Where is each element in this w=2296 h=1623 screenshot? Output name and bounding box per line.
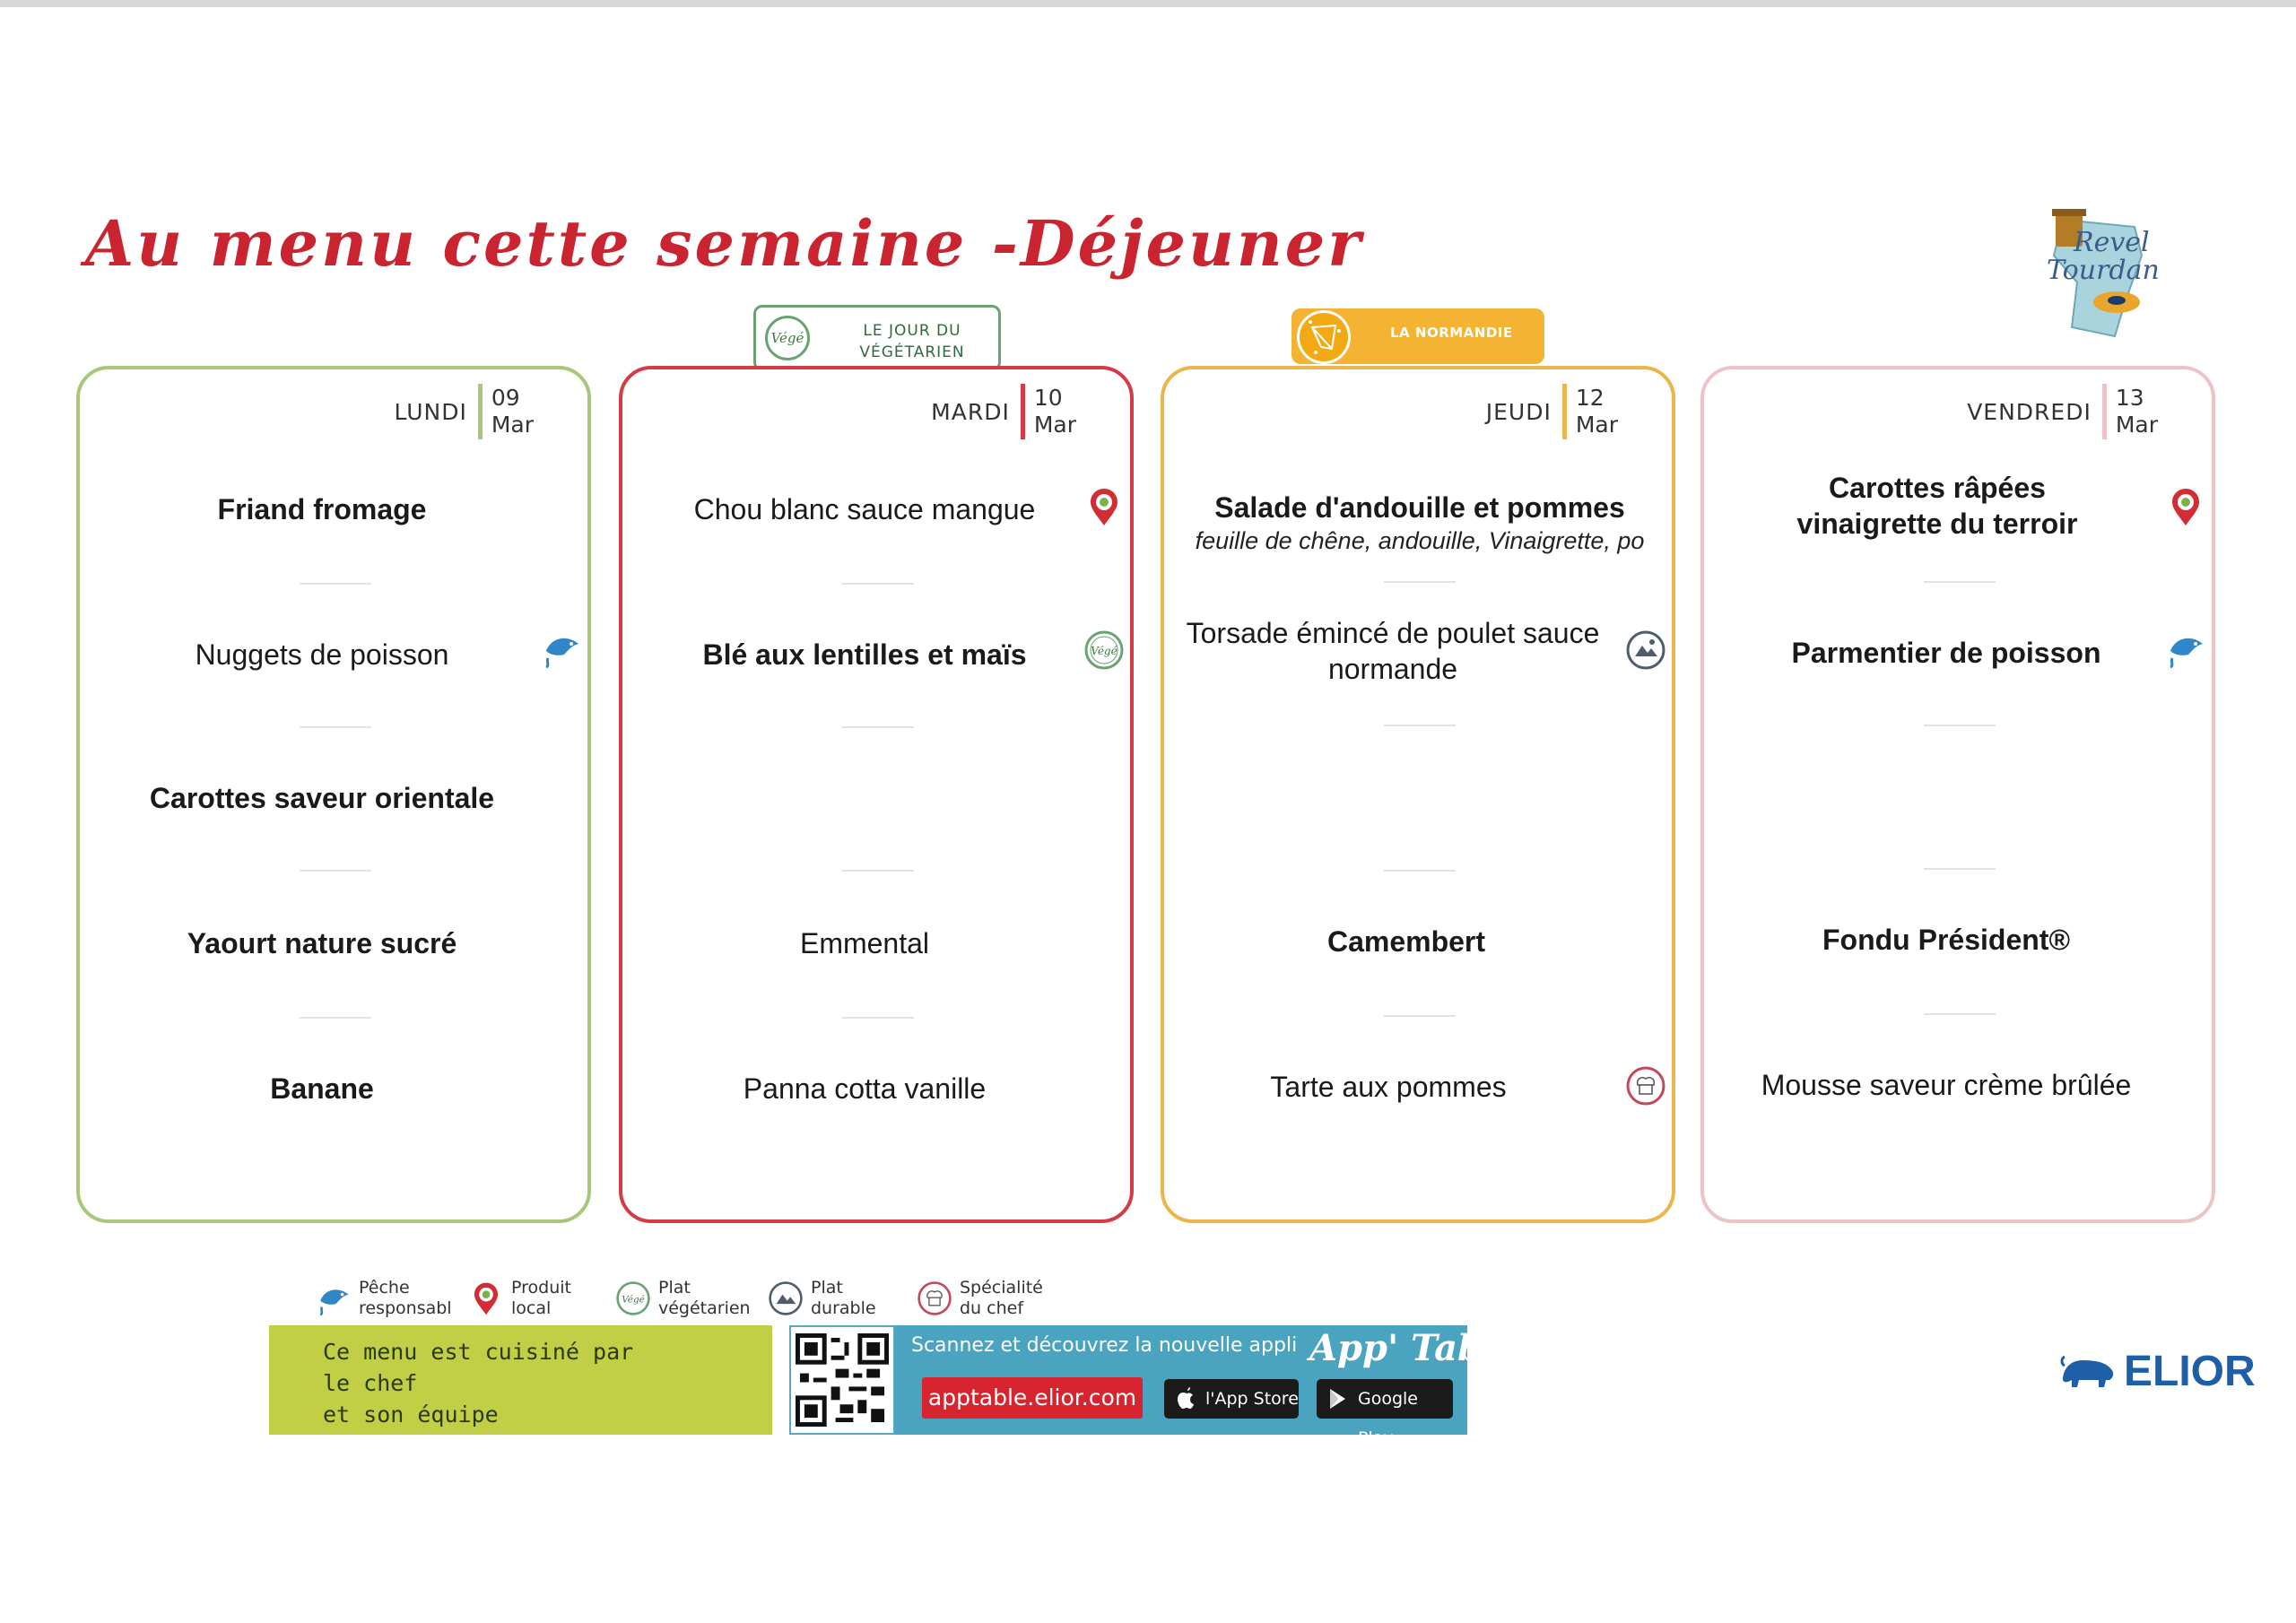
qr-code[interactable]: [789, 1325, 895, 1435]
local-product-icon: [468, 1280, 504, 1316]
date-separator: [478, 384, 483, 439]
chef-text: Ce menu est cuisiné par le chef et son équipe: [323, 1339, 634, 1428]
page-title: Au menu cette semaine -Déjeuner: [85, 206, 1364, 281]
menu-item-starter: Chou blanc sauce mangue: [693, 493, 1036, 525]
day-card-jeudi: [1161, 366, 1675, 1223]
day-card-vendredi: [1700, 366, 2215, 1223]
svg-text:Revel: Revel: [2074, 227, 2150, 258]
normandie-badge: LA NORMANDIE: [1292, 308, 1544, 364]
sustainable-dish-icon: [1625, 629, 1666, 671]
item-divider: [1924, 725, 1996, 726]
day-month: Mar: [2115, 412, 2158, 438]
google-play-button[interactable]: Google Play: [1317, 1379, 1453, 1419]
legend-vegetarian: Végé Plat végétarien: [615, 1273, 751, 1324]
item-divider: [1384, 581, 1456, 583]
bison-icon: [2059, 1353, 2117, 1391]
chef-banner: [269, 1325, 772, 1435]
day-header: [931, 384, 1076, 439]
app-name: App' Table: [1309, 1327, 1519, 1369]
day-name: MARDI: [931, 398, 1010, 425]
menu-item-starter: Carottes râpées vinaigrette du terroir: [1796, 472, 2078, 540]
date-separator: [2102, 384, 2107, 439]
menu-item-dairy: Fondu Président®: [1822, 924, 2071, 956]
qr-icon: [796, 1333, 889, 1427]
item-divider: [1384, 1015, 1456, 1017]
vege-badge-icon: Végé: [765, 316, 810, 360]
chef-special-icon: [1625, 1065, 1666, 1107]
day-number: 09: [491, 385, 520, 411]
menu-item-dairy: Yaourt nature sucré: [187, 927, 457, 959]
item-divider: [1384, 725, 1456, 726]
item-divider: [842, 870, 914, 872]
item-divider: [1924, 868, 1996, 870]
legend-sustainable: Plat durable: [768, 1273, 876, 1324]
menu-item-main: Blé aux lentilles et maïs: [702, 638, 1027, 671]
item-divider: [842, 726, 914, 728]
date-separator: [1562, 384, 1567, 439]
day-name: LUNDI: [394, 398, 467, 425]
svg-text:Tourdan: Tourdan: [2047, 255, 2160, 286]
svg-text:Végé: Végé: [1091, 645, 1118, 657]
revel-tourdan-logo: [2036, 202, 2161, 345]
fish-icon: [2165, 628, 2206, 669]
menu-item-main: Torsade émincé de poulet sauce normande: [1186, 617, 1600, 685]
day-month: Mar: [491, 412, 534, 438]
local-product-icon: [1083, 486, 1125, 527]
item-divider: [300, 870, 371, 872]
apple-icon: [1173, 1386, 1198, 1411]
day-number: 12: [1575, 385, 1605, 411]
legend-chef-special: Spécialité du chef: [917, 1273, 1043, 1324]
sustainable-dish-icon: [768, 1280, 804, 1316]
legend-local: Produit local: [468, 1273, 571, 1324]
day-header: [395, 384, 534, 439]
svg-text:Végé: Végé: [622, 1294, 645, 1306]
menu-item-dairy: Camembert: [1326, 925, 1486, 958]
menu-item-dairy: Emmental: [799, 927, 930, 959]
menu-item-main: Nuggets de poisson: [195, 638, 449, 671]
elior-logo: ELIOR: [2059, 1347, 2256, 1396]
vegetarian-day-badge: Végé LE JOUR DU VÉGÉTARIEN: [753, 305, 1001, 371]
day-name: JEUDI: [1485, 398, 1552, 425]
menu-item-ingredients: feuille de chêne, andouille, Vinaigrette, po: [1195, 527, 1645, 554]
day-name: VENDREDI: [1967, 398, 2092, 425]
chef-special-icon: [917, 1280, 952, 1316]
local-product-icon: [2165, 486, 2206, 527]
day-number: 13: [2115, 385, 2144, 411]
menu-item-dessert: Mousse saveur crème brûlée: [1761, 1069, 2132, 1101]
date-separator: [1021, 384, 1025, 439]
menu-item-main: Parmentier de poisson: [1791, 637, 2101, 669]
app-promo-banner: [895, 1325, 1519, 1448]
item-divider: [1924, 1013, 1996, 1015]
vegetarian-icon: [615, 1280, 651, 1316]
day-card-mardi: [619, 366, 1134, 1223]
legend-fish: Pêche responsabl: [316, 1273, 452, 1324]
menu-item-dessert: Panna cotta vanille: [743, 1072, 987, 1105]
item-divider: [842, 583, 914, 585]
day-number: 10: [1033, 385, 1063, 411]
app-store-button[interactable]: l'App Store: [1164, 1379, 1299, 1419]
day-month: Mar: [1033, 412, 1076, 438]
item-divider: [300, 1017, 371, 1019]
menu-item-side: Carottes saveur orientale: [149, 782, 495, 814]
google-play-icon: [1326, 1386, 1351, 1411]
item-divider: [842, 1017, 914, 1019]
day-month: Mar: [1575, 412, 1618, 438]
vegetarian-icon: [1083, 629, 1125, 671]
day-header: [1486, 384, 1618, 439]
app-promo-text: Scannez et découvrez la nouvelle appli: [911, 1334, 1298, 1357]
item-divider: [1384, 870, 1456, 872]
fish-icon: [316, 1280, 352, 1316]
scan-edge: [0, 0, 2296, 7]
menu-item-starter: Salade d'andouille et pommes feuille de chêne, andouille, Vinaigrette, po: [1164, 490, 1675, 556]
day-card-lundi: [76, 366, 591, 1223]
item-divider: [300, 583, 371, 585]
app-url-link[interactable]: apptable.elior.com: [922, 1377, 1143, 1419]
menu-item-starter: Friand fromage: [217, 493, 427, 525]
fish-icon: [541, 628, 582, 669]
day-header: [1967, 384, 2158, 439]
item-divider: [300, 726, 371, 728]
menu-item-dessert: Tarte aux pommes: [1270, 1071, 1507, 1103]
normandie-icon: [1297, 310, 1351, 364]
menu-item-dessert: Banane: [270, 1072, 374, 1105]
item-divider: [1924, 581, 1996, 583]
